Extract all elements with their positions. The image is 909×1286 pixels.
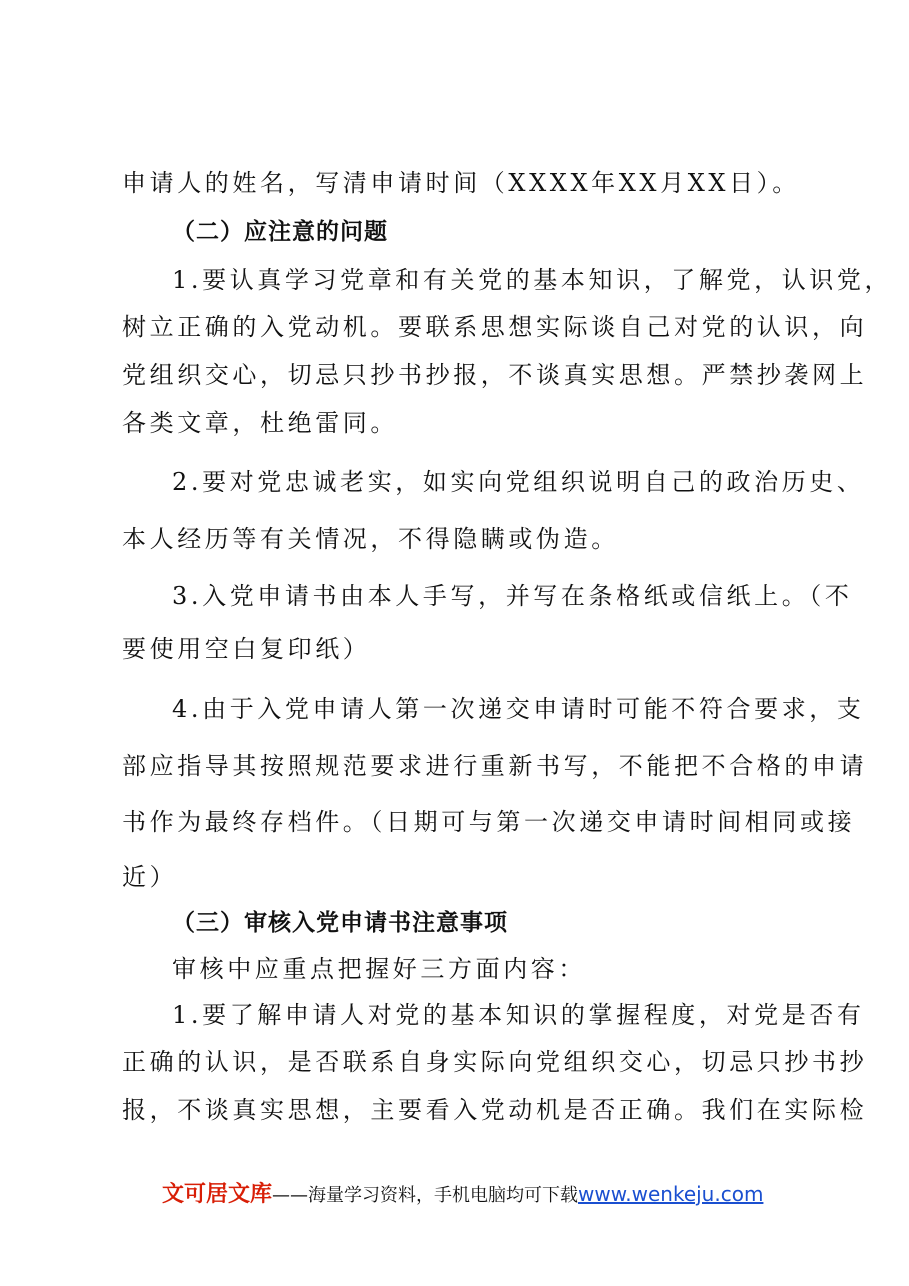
section-heading: （三）审核入党申请书注意事项 (172, 910, 508, 936)
text-line: 要使用空白复印纸） (122, 635, 371, 663)
footer-banner (162, 1180, 763, 1210)
text-line: 正确的认识，是否联系自身实际向党组织交心，切忌只抄书抄 (122, 1048, 868, 1076)
website-link[interactable]: www.wenkeju.com (578, 1182, 764, 1206)
text-line: 树立正确的入党动机。要联系思想实际谈自己对党的认识，向 (122, 313, 868, 341)
text-line: 审核中应重点把握好三方面内容： (172, 955, 586, 983)
text-line: 申请人的姓名，写清申请时间（XXXX年XX月XX日）。 (122, 169, 800, 197)
text-line: 近） (122, 863, 178, 891)
text-line: 3.入党申请书由本人手写，并写在条格纸或信纸上。（不 (172, 582, 853, 610)
text-line: 1.要了解申请人对党的基本知识的掌握程度，对党是否有 (172, 1001, 865, 1029)
text-line: 2.要对党忠诚老实，如实向党组织说明自己的政治历史、 (172, 468, 865, 496)
text-line: 1.要认真学习党章和有关党的基本知识，了解党，认识党， (172, 266, 893, 294)
text-line: 各类文章，杜绝雷同。 (122, 409, 398, 437)
text-line: 党组织交心，切忌只抄书抄报，不谈真实思想。严禁抄袭网上 (122, 361, 868, 389)
text-line: 本人经历等有关情况，不得隐瞒或伪造。 (122, 525, 619, 553)
text-line: 书作为最终存档件。（日期可与第一次递交申请时间相同或接 (122, 808, 856, 836)
text-line: 报，不谈真实思想，主要看入党动机是否正确。我们在实际检 (122, 1096, 868, 1124)
footer-slogan: ——海量学习资料，手机电脑均可下载 (272, 1185, 579, 1206)
section-heading: （二）应注意的问题 (172, 219, 388, 245)
text-line: 4.由于入党申请人第一次递交申请时可能不符合要求，支 (172, 695, 865, 723)
brand-name: 文可居文库 (162, 1182, 273, 1207)
text-line: 部应指导其按照规范要求进行重新书写，不能把不合格的申请 (122, 752, 868, 780)
